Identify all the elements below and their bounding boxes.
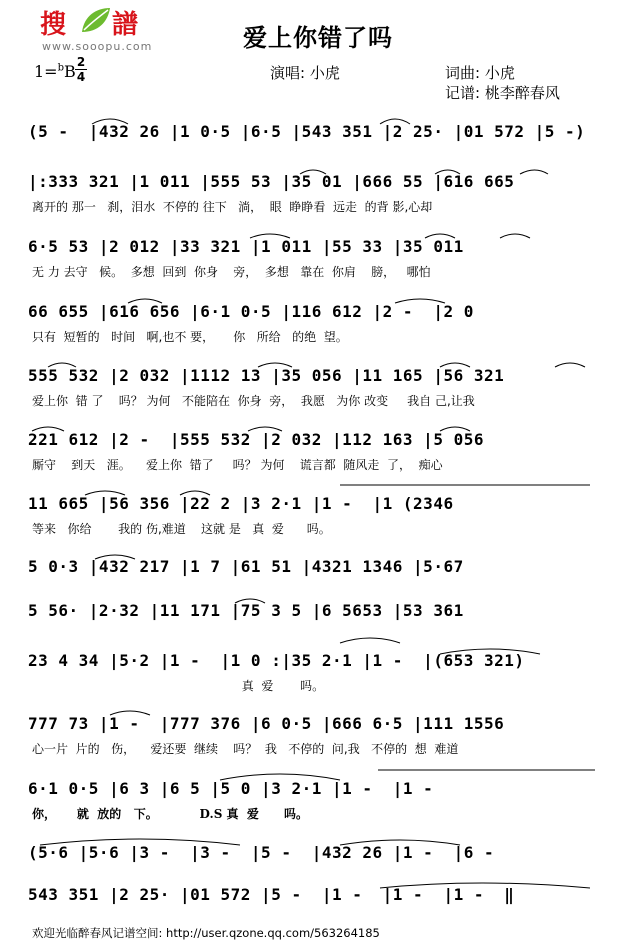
notation: 221 612 |2 - |555 532 |2 032 |112 163 |5 056 <box>28 430 484 449</box>
lyrics: 等来 你给 我的 伤,难道 这就 是 真 爱 吗。 <box>32 522 331 536</box>
notation: 6·1 0·5 |6 3 |6 5 |5 0 |3 2·1 |1 - |1 - <box>28 779 434 798</box>
lyrics: 心一片 片的 伤， 爱还要 继续 吗？ 我 不停的 问,我 不停的 想 难道 <box>32 742 459 756</box>
transcriber-credit: 记谱: 桃李醉春风 <box>445 84 560 102</box>
notation: 555 532 |2 032 |1112 13 |35 056 |11 165 |56 321 <box>28 366 505 385</box>
time-bottom: 4 <box>76 70 86 84</box>
lyrics: 真 爱 吗。 <box>32 679 325 693</box>
notation: 23 4 34 |5·2 |1 - |1 0 :|35 2·1 |1 - |(653 321) <box>28 651 525 670</box>
lyrics: 只有 短暂的 时间 啊,也不 要， 你 所给 的绝 望。 <box>32 330 348 344</box>
key-signature <box>34 62 76 81</box>
notation: |:333 321 |1 011 |555 53 |35 01 |666 55 |616 665 <box>28 172 515 191</box>
lyrics: 厮守 到天 涯。 爱上你 错了 吗？ 为何 谎言都 随风走 了， 痴心 <box>32 458 443 472</box>
lyrics: 无 力 去守 候。 多想 回到 你身 旁， 多想 靠在 你肩 膀， 哪怕 <box>32 265 431 279</box>
time-signature <box>75 56 87 83</box>
logo-url: www.sooopu.com <box>42 40 153 53</box>
notation: 5 0·3 |432 217 |1 7 |61 51 |4321 1346 |5·67 <box>28 557 464 576</box>
flat-sign: b <box>57 62 64 74</box>
key-note: B <box>64 62 76 81</box>
footer-credit: 欢迎光临醉春风记谱空间: http://user.qzone.qq.com/563264185 <box>32 926 380 940</box>
singer-credit: 演唱: 小虎 <box>270 64 340 82</box>
song-title: 爱上你错了吗 <box>243 24 393 52</box>
notation: 777 73 |1 - |777 376 |6 0·5 |666 6·5 |111 1556 <box>28 714 505 733</box>
lyrics: 你， 就 放的 下。 D.S 真 爱 吗。 <box>32 807 308 821</box>
notation: 543 351 |2 25· |01 572 |5 - |1 - |1 - |1 - ‖ <box>28 885 515 904</box>
logo-right-char: 譜 <box>112 10 139 40</box>
lyrics: 爱上你 错 了 吗？ 为何 不能陪在 你身 旁， 我愿 为你 改变 我自 己,让我 <box>32 394 475 408</box>
lyrics: 离开的 那一 刹，泪水 不停的 往下 淌， 眼 睁睁看 远走 的背 影,心却 <box>32 200 433 214</box>
key-prefix: 1= <box>34 62 58 81</box>
logo-left-char: 搜 <box>40 10 66 40</box>
notation: 5 56· |2·32 |11 171 |75 3 5 |6 5653 |53 361 <box>28 601 464 620</box>
notation: (5·6 |5·6 |3 - |3 - |5 - |432 26 |1 - |6 - <box>28 843 495 862</box>
notation: (5 - |432 26 |1 0·5 |6·5 |543 351 |2 25· |01 572 |5 -) <box>28 122 586 141</box>
notation: 66 655 |616 656 |6·1 0·5 |116 612 |2 - |2 0 <box>28 302 474 321</box>
composer-credit: 词曲: 小虎 <box>445 64 515 82</box>
notation: 11 665 |56 356 |22 2 |3 2·1 |1 - |1 (2346 <box>28 494 454 513</box>
notation: 6·5 53 |2 012 |33 321 |1 011 |55 33 |35 011 <box>28 237 464 256</box>
time-top: 2 <box>76 55 86 69</box>
